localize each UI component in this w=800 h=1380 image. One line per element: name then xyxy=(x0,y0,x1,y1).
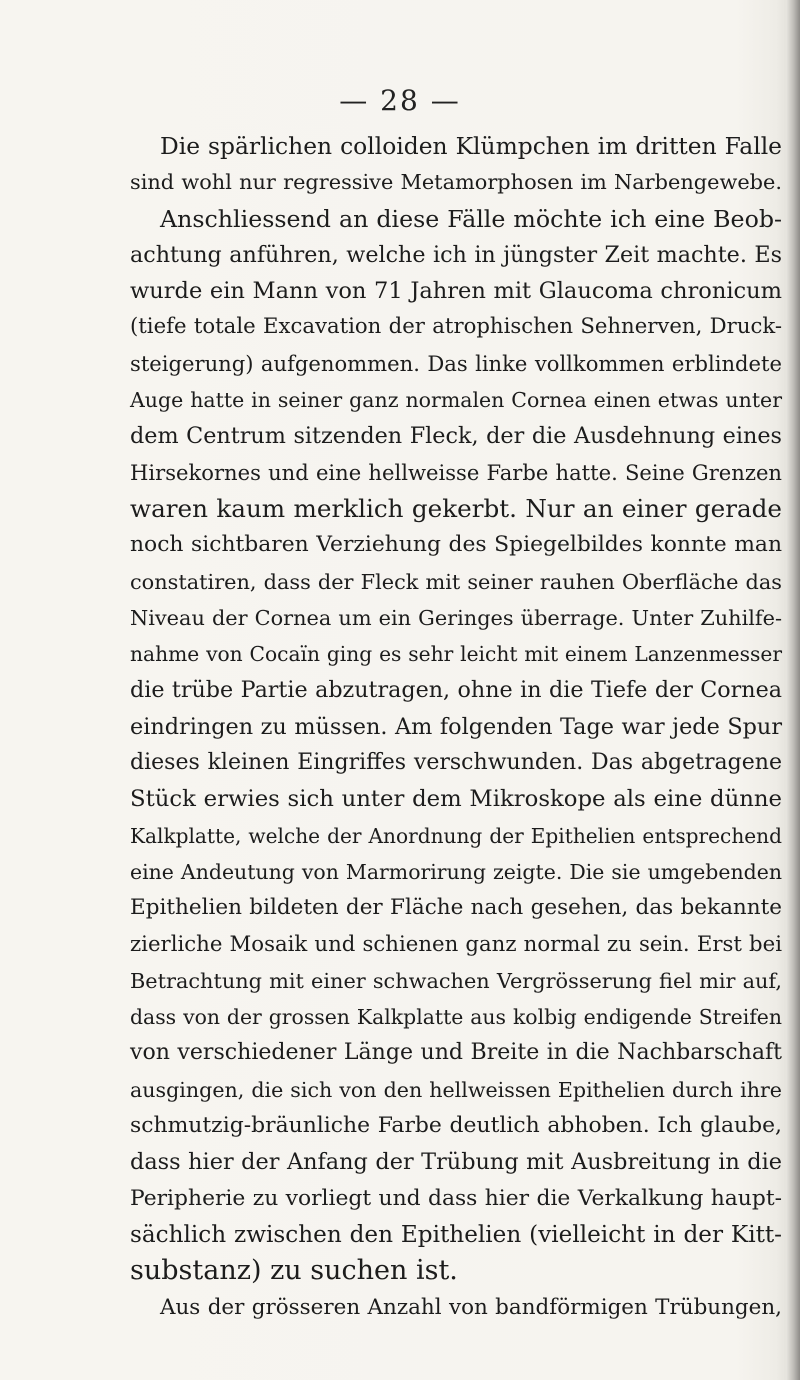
body-text xyxy=(130,128,782,1326)
text-line: nahme von Cocaïn ging es sehr leicht mit einem Lanzenmesser xyxy=(130,642,782,667)
text-line: sind wohl nur regressive Metamorphosen im Narbengewebe. xyxy=(130,170,782,195)
text-line: Kalkplatte, welche der Anordnung der Epithelien entsprechend xyxy=(130,823,782,848)
text-line: Hirsekornes und eine hellweisse Farbe hatte. Seine Grenzen xyxy=(130,459,782,485)
text-line: dieses kleinen Eingriffes verschwunden. Das abgetragene xyxy=(130,750,782,776)
text-line: wurde ein Mann von 71 Jahren mit Glaucoma chronicum xyxy=(130,278,782,305)
text-line: Auge hatte in seiner ganz normalen Cornea einen etwas unter xyxy=(130,388,782,413)
text-line: noch sichtbaren Verziehung des Spiegelbildes konnte man xyxy=(130,532,782,558)
text-line: steigerung) aufgenommen. Das linke vollkommen erblindete xyxy=(130,350,782,376)
text-line: zierliche Mosaik und schienen ganz normal zu sein. Erst bei xyxy=(130,931,782,957)
text-line: sächlich zwischen den Epithelien (vielleicht in der Kitt- xyxy=(130,1221,782,1248)
text-line: constatiren, dass der Fleck mit seiner rauhen Oberfläche das xyxy=(130,569,782,594)
text-line: Die spärlichen colloiden Klümpchen im dritten Falle xyxy=(160,132,782,160)
page-edge-shadow xyxy=(786,0,800,1380)
text-line: eindringen zu müssen. Am folgenden Tage war jede Spur xyxy=(130,713,782,740)
text-line: waren kaum merklich gekerbt. Nur an einer gerade xyxy=(130,493,782,523)
text-line: Epithelien bildeten der Fläche nach gesehen, das bekannte xyxy=(130,895,782,921)
text-line: substanz) zu suchen ist. xyxy=(130,1255,458,1287)
text-line: ausgingen, die sich von den hellweissen Epithelien durch ihre xyxy=(130,1077,782,1102)
text-line: dass hier der Anfang der Trübung mit Ausbreitung in die xyxy=(130,1149,782,1176)
text-line: (tiefe totale Excavation der atrophischen Sehnerven, Druck- xyxy=(130,314,782,340)
text-line: Stück erwies sich unter dem Mikroskope als eine dünne xyxy=(130,786,782,813)
text-line: Anschliessend an diese Fälle möchte ich eine Beob- xyxy=(160,204,782,233)
text-line: Betrachtung mit einer schwachen Vergrösserung fiel mir auf, xyxy=(130,968,782,993)
text-line: Aus der grösseren Anzahl von bandförmigen Trübungen, xyxy=(160,1294,782,1320)
text-line: Niveau der Cornea um ein Geringes überrage. Unter Zuhilfe- xyxy=(130,605,782,630)
text-line: dass von der grossen Kalkplatte aus kolbig endigende Streifen xyxy=(130,1005,782,1030)
text-line: von verschiedener Länge und Breite in die Nachbarschaft xyxy=(130,1040,782,1066)
page-number: — 28 — xyxy=(339,84,461,117)
text-line: die trübe Partie abzutragen, ohne in die Tiefe der Cornea xyxy=(130,677,782,704)
text-line: Peripherie zu vorliegt und dass hier die Verkalkung haupt- xyxy=(130,1185,782,1211)
text-line: schmutzig-bräunliche Farbe deutlich abhoben. Ich glaube, xyxy=(130,1113,782,1139)
text-line: eine Andeutung von Marmorirung zeigte. Die sie umgebenden xyxy=(130,859,782,884)
text-line: dem Centrum sitzenden Fleck, der die Ausdehnung eines xyxy=(130,423,782,450)
text-line: achtung anführen, welche ich in jüngster Zeit machte. Es xyxy=(130,241,782,268)
